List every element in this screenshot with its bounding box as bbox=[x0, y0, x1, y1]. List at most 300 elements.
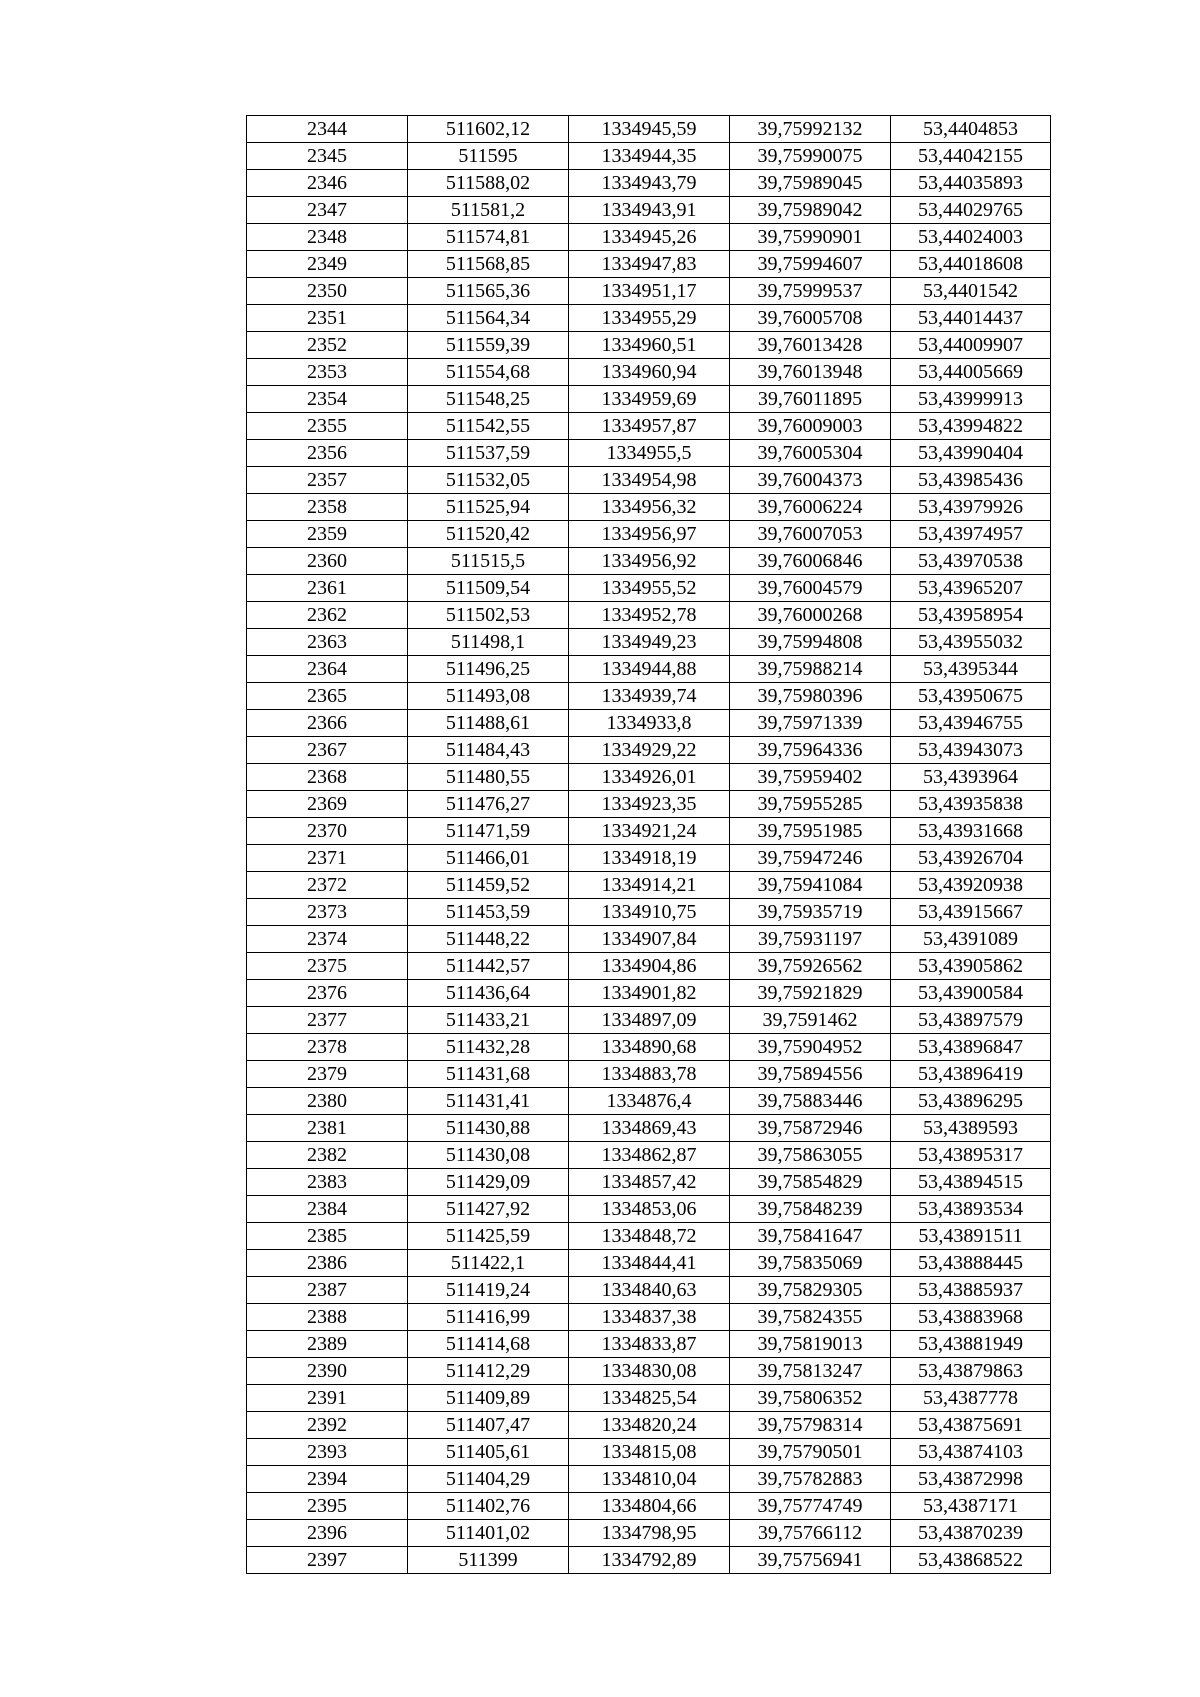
latitude-cell: 53,43974957 bbox=[891, 521, 1051, 548]
point-number-cell: 2382 bbox=[247, 1142, 408, 1169]
table-row bbox=[247, 143, 1051, 170]
latitude-cell: 53,43999913 bbox=[891, 386, 1051, 413]
x-coordinate-cell: 511520,42 bbox=[408, 521, 569, 548]
table-row bbox=[247, 575, 1051, 602]
y-coordinate-cell: 1334957,87 bbox=[569, 413, 730, 440]
longitude-cell: 39,76013948 bbox=[730, 359, 891, 386]
latitude-cell: 53,43990404 bbox=[891, 440, 1051, 467]
y-coordinate-cell: 1334947,83 bbox=[569, 251, 730, 278]
y-coordinate-cell: 1334825,54 bbox=[569, 1385, 730, 1412]
y-coordinate-cell: 1334910,75 bbox=[569, 899, 730, 926]
coordinates-table-body bbox=[247, 116, 1051, 1574]
table-row bbox=[247, 1358, 1051, 1385]
point-number-cell: 2361 bbox=[247, 575, 408, 602]
latitude-cell: 53,44018608 bbox=[891, 251, 1051, 278]
latitude-cell: 53,4395344 bbox=[891, 656, 1051, 683]
point-number-cell: 2376 bbox=[247, 980, 408, 1007]
point-number-cell: 2396 bbox=[247, 1520, 408, 1547]
point-number-cell: 2388 bbox=[247, 1304, 408, 1331]
x-coordinate-cell: 511430,88 bbox=[408, 1115, 569, 1142]
table-row bbox=[247, 926, 1051, 953]
longitude-cell: 39,75980396 bbox=[730, 683, 891, 710]
point-number-cell: 2385 bbox=[247, 1223, 408, 1250]
point-number-cell: 2378 bbox=[247, 1034, 408, 1061]
y-coordinate-cell: 1334853,06 bbox=[569, 1196, 730, 1223]
point-number-cell: 2348 bbox=[247, 224, 408, 251]
longitude-cell: 39,75999537 bbox=[730, 278, 891, 305]
table-row bbox=[247, 629, 1051, 656]
x-coordinate-cell: 511581,2 bbox=[408, 197, 569, 224]
longitude-cell: 39,75941084 bbox=[730, 872, 891, 899]
y-coordinate-cell: 1334960,94 bbox=[569, 359, 730, 386]
point-number-cell: 2397 bbox=[247, 1547, 408, 1574]
longitude-cell: 39,76009003 bbox=[730, 413, 891, 440]
table-row bbox=[247, 1169, 1051, 1196]
longitude-cell: 39,75813247 bbox=[730, 1358, 891, 1385]
longitude-cell: 39,75766112 bbox=[730, 1520, 891, 1547]
table-row bbox=[247, 251, 1051, 278]
table-row bbox=[247, 1412, 1051, 1439]
point-number-cell: 2351 bbox=[247, 305, 408, 332]
latitude-cell: 53,4387778 bbox=[891, 1385, 1051, 1412]
latitude-cell: 53,43935838 bbox=[891, 791, 1051, 818]
point-number-cell: 2356 bbox=[247, 440, 408, 467]
table-row bbox=[247, 1385, 1051, 1412]
point-number-cell: 2380 bbox=[247, 1088, 408, 1115]
y-coordinate-cell: 1334918,19 bbox=[569, 845, 730, 872]
table-row bbox=[247, 764, 1051, 791]
latitude-cell: 53,4389593 bbox=[891, 1115, 1051, 1142]
y-coordinate-cell: 1334914,21 bbox=[569, 872, 730, 899]
longitude-cell: 39,75947246 bbox=[730, 845, 891, 872]
x-coordinate-cell: 511436,64 bbox=[408, 980, 569, 1007]
latitude-cell: 53,43950675 bbox=[891, 683, 1051, 710]
table-row bbox=[247, 899, 1051, 926]
longitude-cell: 39,75798314 bbox=[730, 1412, 891, 1439]
table-row bbox=[247, 1007, 1051, 1034]
y-coordinate-cell: 1334844,41 bbox=[569, 1250, 730, 1277]
x-coordinate-cell: 511537,59 bbox=[408, 440, 569, 467]
latitude-cell: 53,43879863 bbox=[891, 1358, 1051, 1385]
latitude-cell: 53,43881949 bbox=[891, 1331, 1051, 1358]
longitude-cell: 39,75990075 bbox=[730, 143, 891, 170]
point-number-cell: 2357 bbox=[247, 467, 408, 494]
y-coordinate-cell: 1334923,35 bbox=[569, 791, 730, 818]
longitude-cell: 39,75971339 bbox=[730, 710, 891, 737]
y-coordinate-cell: 1334959,69 bbox=[569, 386, 730, 413]
table-row bbox=[247, 1547, 1051, 1574]
y-coordinate-cell: 1334820,24 bbox=[569, 1412, 730, 1439]
latitude-cell: 53,43883968 bbox=[891, 1304, 1051, 1331]
x-coordinate-cell: 511525,94 bbox=[408, 494, 569, 521]
table-row bbox=[247, 1520, 1051, 1547]
y-coordinate-cell: 1334848,72 bbox=[569, 1223, 730, 1250]
y-coordinate-cell: 1334944,35 bbox=[569, 143, 730, 170]
point-number-cell: 2394 bbox=[247, 1466, 408, 1493]
longitude-cell: 39,75863055 bbox=[730, 1142, 891, 1169]
x-coordinate-cell: 511404,29 bbox=[408, 1466, 569, 1493]
x-coordinate-cell: 511425,59 bbox=[408, 1223, 569, 1250]
point-number-cell: 2353 bbox=[247, 359, 408, 386]
x-coordinate-cell: 511431,68 bbox=[408, 1061, 569, 1088]
longitude-cell: 39,75964336 bbox=[730, 737, 891, 764]
table-row bbox=[247, 1250, 1051, 1277]
latitude-cell: 53,43900584 bbox=[891, 980, 1051, 1007]
x-coordinate-cell: 511453,59 bbox=[408, 899, 569, 926]
table-row bbox=[247, 1223, 1051, 1250]
point-number-cell: 2391 bbox=[247, 1385, 408, 1412]
point-number-cell: 2344 bbox=[247, 116, 408, 143]
point-number-cell: 2375 bbox=[247, 953, 408, 980]
latitude-cell: 53,4393964 bbox=[891, 764, 1051, 791]
x-coordinate-cell: 511432,28 bbox=[408, 1034, 569, 1061]
table-row bbox=[247, 1115, 1051, 1142]
x-coordinate-cell: 511466,01 bbox=[408, 845, 569, 872]
table-row bbox=[247, 710, 1051, 737]
table-row bbox=[247, 332, 1051, 359]
latitude-cell: 53,43931668 bbox=[891, 818, 1051, 845]
y-coordinate-cell: 1334949,23 bbox=[569, 629, 730, 656]
x-coordinate-cell: 511416,99 bbox=[408, 1304, 569, 1331]
table-row bbox=[247, 737, 1051, 764]
latitude-cell: 53,43897579 bbox=[891, 1007, 1051, 1034]
point-number-cell: 2386 bbox=[247, 1250, 408, 1277]
x-coordinate-cell: 511515,5 bbox=[408, 548, 569, 575]
point-number-cell: 2349 bbox=[247, 251, 408, 278]
table-row bbox=[247, 980, 1051, 1007]
table-row bbox=[247, 440, 1051, 467]
x-coordinate-cell: 511412,29 bbox=[408, 1358, 569, 1385]
x-coordinate-cell: 511588,02 bbox=[408, 170, 569, 197]
latitude-cell: 53,43920938 bbox=[891, 872, 1051, 899]
longitude-cell: 39,75994607 bbox=[730, 251, 891, 278]
x-coordinate-cell: 511448,22 bbox=[408, 926, 569, 953]
table-row bbox=[247, 494, 1051, 521]
point-number-cell: 2384 bbox=[247, 1196, 408, 1223]
longitude-cell: 39,75992132 bbox=[730, 116, 891, 143]
point-number-cell: 2373 bbox=[247, 899, 408, 926]
table-row bbox=[247, 818, 1051, 845]
x-coordinate-cell: 511595 bbox=[408, 143, 569, 170]
point-number-cell: 2369 bbox=[247, 791, 408, 818]
longitude-cell: 39,75835069 bbox=[730, 1250, 891, 1277]
table-row bbox=[247, 1142, 1051, 1169]
longitude-cell: 39,76005708 bbox=[730, 305, 891, 332]
longitude-cell: 39,75854829 bbox=[730, 1169, 891, 1196]
y-coordinate-cell: 1334943,91 bbox=[569, 197, 730, 224]
x-coordinate-cell: 511532,05 bbox=[408, 467, 569, 494]
y-coordinate-cell: 1334857,42 bbox=[569, 1169, 730, 1196]
y-coordinate-cell: 1334907,84 bbox=[569, 926, 730, 953]
longitude-cell: 39,75782883 bbox=[730, 1466, 891, 1493]
table-row bbox=[247, 386, 1051, 413]
table-row bbox=[247, 791, 1051, 818]
longitude-cell: 39,75819013 bbox=[730, 1331, 891, 1358]
y-coordinate-cell: 1334921,24 bbox=[569, 818, 730, 845]
latitude-cell: 53,43870239 bbox=[891, 1520, 1051, 1547]
table-row bbox=[247, 1331, 1051, 1358]
y-coordinate-cell: 1334804,66 bbox=[569, 1493, 730, 1520]
x-coordinate-cell: 511399 bbox=[408, 1547, 569, 1574]
latitude-cell: 53,43896419 bbox=[891, 1061, 1051, 1088]
longitude-cell: 39,75756941 bbox=[730, 1547, 891, 1574]
point-number-cell: 2392 bbox=[247, 1412, 408, 1439]
x-coordinate-cell: 511498,1 bbox=[408, 629, 569, 656]
longitude-cell: 39,76006846 bbox=[730, 548, 891, 575]
longitude-cell: 39,75921829 bbox=[730, 980, 891, 1007]
latitude-cell: 53,44009907 bbox=[891, 332, 1051, 359]
longitude-cell: 39,75829305 bbox=[730, 1277, 891, 1304]
y-coordinate-cell: 1334960,51 bbox=[569, 332, 730, 359]
longitude-cell: 39,75904952 bbox=[730, 1034, 891, 1061]
latitude-cell: 53,43874103 bbox=[891, 1439, 1051, 1466]
latitude-cell: 53,43905862 bbox=[891, 953, 1051, 980]
y-coordinate-cell: 1334956,97 bbox=[569, 521, 730, 548]
point-number-cell: 2345 bbox=[247, 143, 408, 170]
latitude-cell: 53,43868522 bbox=[891, 1547, 1051, 1574]
latitude-cell: 53,44005669 bbox=[891, 359, 1051, 386]
table-row bbox=[247, 1088, 1051, 1115]
latitude-cell: 53,43894515 bbox=[891, 1169, 1051, 1196]
longitude-cell: 39,75931197 bbox=[730, 926, 891, 953]
y-coordinate-cell: 1334956,32 bbox=[569, 494, 730, 521]
latitude-cell: 53,44014437 bbox=[891, 305, 1051, 332]
x-coordinate-cell: 511442,57 bbox=[408, 953, 569, 980]
latitude-cell: 53,43888445 bbox=[891, 1250, 1051, 1277]
point-number-cell: 2393 bbox=[247, 1439, 408, 1466]
table-row bbox=[247, 872, 1051, 899]
latitude-cell: 53,43896847 bbox=[891, 1034, 1051, 1061]
longitude-cell: 39,76004373 bbox=[730, 467, 891, 494]
table-row bbox=[247, 359, 1051, 386]
y-coordinate-cell: 1334943,79 bbox=[569, 170, 730, 197]
x-coordinate-cell: 511542,55 bbox=[408, 413, 569, 440]
table-row bbox=[247, 278, 1051, 305]
latitude-cell: 53,43955032 bbox=[891, 629, 1051, 656]
point-number-cell: 2350 bbox=[247, 278, 408, 305]
latitude-cell: 53,43891511 bbox=[891, 1223, 1051, 1250]
point-number-cell: 2362 bbox=[247, 602, 408, 629]
longitude-cell: 39,75988214 bbox=[730, 656, 891, 683]
x-coordinate-cell: 511554,68 bbox=[408, 359, 569, 386]
table-row bbox=[247, 1493, 1051, 1520]
longitude-cell: 39,76000268 bbox=[730, 602, 891, 629]
x-coordinate-cell: 511409,89 bbox=[408, 1385, 569, 1412]
point-number-cell: 2374 bbox=[247, 926, 408, 953]
y-coordinate-cell: 1334815,08 bbox=[569, 1439, 730, 1466]
point-number-cell: 2389 bbox=[247, 1331, 408, 1358]
longitude-cell: 39,75894556 bbox=[730, 1061, 891, 1088]
latitude-cell: 53,43965207 bbox=[891, 575, 1051, 602]
latitude-cell: 53,44029765 bbox=[891, 197, 1051, 224]
longitude-cell: 39,76011895 bbox=[730, 386, 891, 413]
latitude-cell: 53,43970538 bbox=[891, 548, 1051, 575]
point-number-cell: 2377 bbox=[247, 1007, 408, 1034]
point-number-cell: 2387 bbox=[247, 1277, 408, 1304]
y-coordinate-cell: 1334944,88 bbox=[569, 656, 730, 683]
x-coordinate-cell: 511401,02 bbox=[408, 1520, 569, 1547]
x-coordinate-cell: 511414,68 bbox=[408, 1331, 569, 1358]
latitude-cell: 53,43943073 bbox=[891, 737, 1051, 764]
x-coordinate-cell: 511459,52 bbox=[408, 872, 569, 899]
latitude-cell: 53,43895317 bbox=[891, 1142, 1051, 1169]
table-row bbox=[247, 1034, 1051, 1061]
x-coordinate-cell: 511548,25 bbox=[408, 386, 569, 413]
y-coordinate-cell: 1334945,59 bbox=[569, 116, 730, 143]
y-coordinate-cell: 1334956,92 bbox=[569, 548, 730, 575]
table-row bbox=[247, 548, 1051, 575]
table-row bbox=[247, 413, 1051, 440]
table-row bbox=[247, 305, 1051, 332]
point-number-cell: 2360 bbox=[247, 548, 408, 575]
x-coordinate-cell: 511484,43 bbox=[408, 737, 569, 764]
point-number-cell: 2365 bbox=[247, 683, 408, 710]
longitude-cell: 39,75994808 bbox=[730, 629, 891, 656]
longitude-cell: 39,7591462 bbox=[730, 1007, 891, 1034]
latitude-cell: 53,4404853 bbox=[891, 116, 1051, 143]
point-number-cell: 2372 bbox=[247, 872, 408, 899]
x-coordinate-cell: 511433,21 bbox=[408, 1007, 569, 1034]
x-coordinate-cell: 511419,24 bbox=[408, 1277, 569, 1304]
longitude-cell: 39,76004579 bbox=[730, 575, 891, 602]
y-coordinate-cell: 1334951,17 bbox=[569, 278, 730, 305]
latitude-cell: 53,4387171 bbox=[891, 1493, 1051, 1520]
y-coordinate-cell: 1334945,26 bbox=[569, 224, 730, 251]
latitude-cell: 53,43872998 bbox=[891, 1466, 1051, 1493]
x-coordinate-cell: 511476,27 bbox=[408, 791, 569, 818]
y-coordinate-cell: 1334926,01 bbox=[569, 764, 730, 791]
longitude-cell: 39,75959402 bbox=[730, 764, 891, 791]
x-coordinate-cell: 511496,25 bbox=[408, 656, 569, 683]
y-coordinate-cell: 1334952,78 bbox=[569, 602, 730, 629]
latitude-cell: 53,44042155 bbox=[891, 143, 1051, 170]
table-row bbox=[247, 1061, 1051, 1088]
point-number-cell: 2352 bbox=[247, 332, 408, 359]
point-number-cell: 2381 bbox=[247, 1115, 408, 1142]
y-coordinate-cell: 1334955,5 bbox=[569, 440, 730, 467]
x-coordinate-cell: 511574,81 bbox=[408, 224, 569, 251]
y-coordinate-cell: 1334830,08 bbox=[569, 1358, 730, 1385]
x-coordinate-cell: 511509,54 bbox=[408, 575, 569, 602]
point-number-cell: 2359 bbox=[247, 521, 408, 548]
point-number-cell: 2355 bbox=[247, 413, 408, 440]
x-coordinate-cell: 511431,41 bbox=[408, 1088, 569, 1115]
latitude-cell: 53,43979926 bbox=[891, 494, 1051, 521]
table-row bbox=[247, 224, 1051, 251]
table-row bbox=[247, 197, 1051, 224]
y-coordinate-cell: 1334890,68 bbox=[569, 1034, 730, 1061]
point-number-cell: 2358 bbox=[247, 494, 408, 521]
point-number-cell: 2354 bbox=[247, 386, 408, 413]
coordinates-table bbox=[246, 115, 1051, 1574]
y-coordinate-cell: 1334955,29 bbox=[569, 305, 730, 332]
y-coordinate-cell: 1334792,89 bbox=[569, 1547, 730, 1574]
point-number-cell: 2390 bbox=[247, 1358, 408, 1385]
longitude-cell: 39,75848239 bbox=[730, 1196, 891, 1223]
point-number-cell: 2364 bbox=[247, 656, 408, 683]
point-number-cell: 2368 bbox=[247, 764, 408, 791]
latitude-cell: 53,4401542 bbox=[891, 278, 1051, 305]
table-row bbox=[247, 1439, 1051, 1466]
longitude-cell: 39,75990901 bbox=[730, 224, 891, 251]
table-row bbox=[247, 1466, 1051, 1493]
table-row bbox=[247, 1196, 1051, 1223]
latitude-cell: 53,43985436 bbox=[891, 467, 1051, 494]
point-number-cell: 2347 bbox=[247, 197, 408, 224]
longitude-cell: 39,76006224 bbox=[730, 494, 891, 521]
longitude-cell: 39,75989042 bbox=[730, 197, 891, 224]
longitude-cell: 39,75989045 bbox=[730, 170, 891, 197]
y-coordinate-cell: 1334955,52 bbox=[569, 575, 730, 602]
x-coordinate-cell: 511427,92 bbox=[408, 1196, 569, 1223]
latitude-cell: 53,43893534 bbox=[891, 1196, 1051, 1223]
x-coordinate-cell: 511402,76 bbox=[408, 1493, 569, 1520]
x-coordinate-cell: 511493,08 bbox=[408, 683, 569, 710]
y-coordinate-cell: 1334837,38 bbox=[569, 1304, 730, 1331]
point-number-cell: 2367 bbox=[247, 737, 408, 764]
longitude-cell: 39,75806352 bbox=[730, 1385, 891, 1412]
y-coordinate-cell: 1334869,43 bbox=[569, 1115, 730, 1142]
y-coordinate-cell: 1334876,4 bbox=[569, 1088, 730, 1115]
longitude-cell: 39,75883446 bbox=[730, 1088, 891, 1115]
x-coordinate-cell: 511480,55 bbox=[408, 764, 569, 791]
point-number-cell: 2363 bbox=[247, 629, 408, 656]
longitude-cell: 39,75926562 bbox=[730, 953, 891, 980]
latitude-cell: 53,43958954 bbox=[891, 602, 1051, 629]
longitude-cell: 39,75872946 bbox=[730, 1115, 891, 1142]
x-coordinate-cell: 511430,08 bbox=[408, 1142, 569, 1169]
y-coordinate-cell: 1334798,95 bbox=[569, 1520, 730, 1547]
longitude-cell: 39,76005304 bbox=[730, 440, 891, 467]
latitude-cell: 53,43875691 bbox=[891, 1412, 1051, 1439]
y-coordinate-cell: 1334883,78 bbox=[569, 1061, 730, 1088]
latitude-cell: 53,43885937 bbox=[891, 1277, 1051, 1304]
longitude-cell: 39,75955285 bbox=[730, 791, 891, 818]
table-row bbox=[247, 602, 1051, 629]
table-row bbox=[247, 116, 1051, 143]
latitude-cell: 53,43994822 bbox=[891, 413, 1051, 440]
y-coordinate-cell: 1334897,09 bbox=[569, 1007, 730, 1034]
x-coordinate-cell: 511564,34 bbox=[408, 305, 569, 332]
latitude-cell: 53,43946755 bbox=[891, 710, 1051, 737]
y-coordinate-cell: 1334833,87 bbox=[569, 1331, 730, 1358]
point-number-cell: 2383 bbox=[247, 1169, 408, 1196]
x-coordinate-cell: 511568,85 bbox=[408, 251, 569, 278]
longitude-cell: 39,75841647 bbox=[730, 1223, 891, 1250]
table-row bbox=[247, 521, 1051, 548]
point-number-cell: 2395 bbox=[247, 1493, 408, 1520]
point-number-cell: 2366 bbox=[247, 710, 408, 737]
y-coordinate-cell: 1334862,87 bbox=[569, 1142, 730, 1169]
table-row bbox=[247, 845, 1051, 872]
x-coordinate-cell: 511565,36 bbox=[408, 278, 569, 305]
x-coordinate-cell: 511602,12 bbox=[408, 116, 569, 143]
longitude-cell: 39,75824355 bbox=[730, 1304, 891, 1331]
x-coordinate-cell: 511429,09 bbox=[408, 1169, 569, 1196]
longitude-cell: 39,76007053 bbox=[730, 521, 891, 548]
y-coordinate-cell: 1334929,22 bbox=[569, 737, 730, 764]
latitude-cell: 53,43896295 bbox=[891, 1088, 1051, 1115]
point-number-cell: 2370 bbox=[247, 818, 408, 845]
y-coordinate-cell: 1334933,8 bbox=[569, 710, 730, 737]
table-row bbox=[247, 1304, 1051, 1331]
table-row bbox=[247, 467, 1051, 494]
x-coordinate-cell: 511405,61 bbox=[408, 1439, 569, 1466]
y-coordinate-cell: 1334939,74 bbox=[569, 683, 730, 710]
latitude-cell: 53,44024003 bbox=[891, 224, 1051, 251]
x-coordinate-cell: 511502,53 bbox=[408, 602, 569, 629]
latitude-cell: 53,4391089 bbox=[891, 926, 1051, 953]
